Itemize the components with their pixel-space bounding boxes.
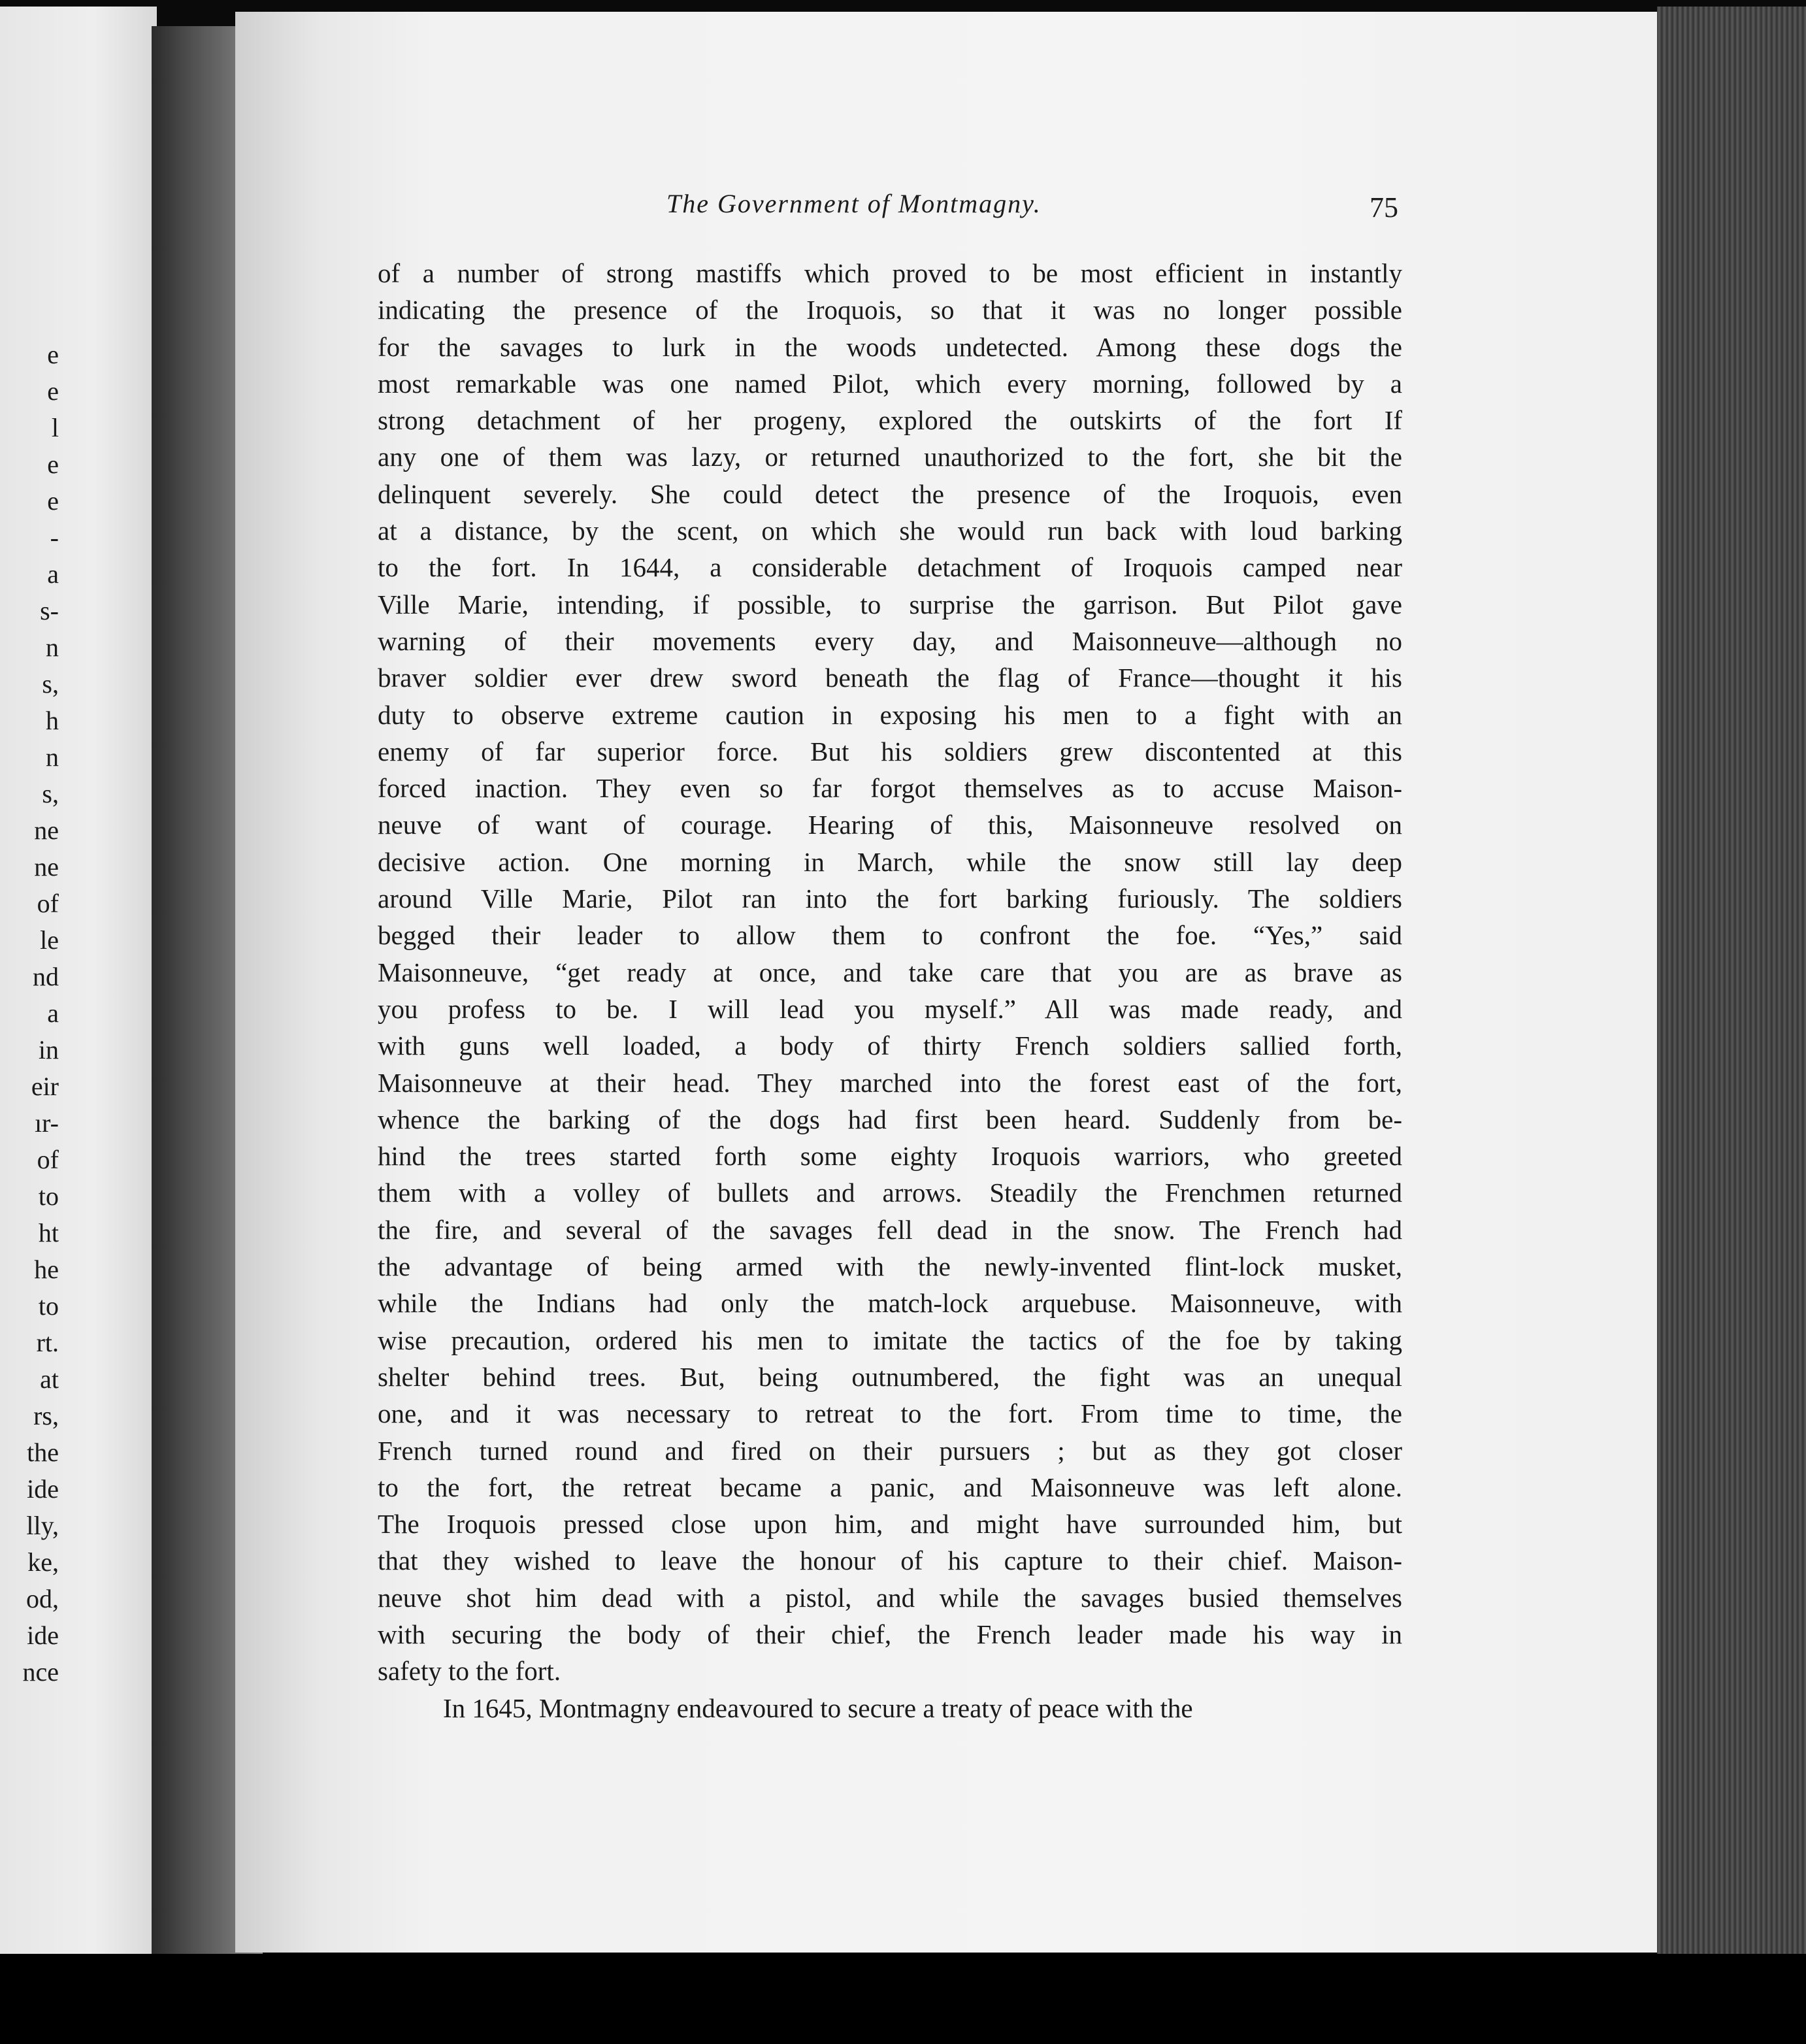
facing-page-fragment: ke,: [27, 1547, 59, 1577]
facing-page-fragment: od,: [26, 1584, 59, 1613]
facing-page-fragment: ide: [27, 1474, 59, 1504]
text-line: around Ville Marie, Pilot ran into the fort barking furiously. The soldiers: [378, 883, 1402, 914]
text-line: to the fort. In 1644, a considerable detachment of Iroquois camped near: [378, 552, 1402, 583]
text-line: while the Indians had only the match-lock arquebuse. Maisonneuve, with: [378, 1288, 1402, 1319]
facing-page-fragment: of: [37, 889, 59, 918]
text-line: hind the trees started forth some eighty Iroquois warriors, who greeted: [378, 1141, 1402, 1172]
text-line: whence the barking of the dogs had first been heard. Suddenly from be-: [378, 1104, 1402, 1134]
facing-page-fragment: ne: [34, 852, 59, 882]
text-line: In 1645, Montmagny endeavoured to secure a treaty of peace with the: [443, 1692, 1193, 1723]
facing-page-fragment: l: [51, 413, 59, 442]
facing-page-fragment: eir: [31, 1072, 59, 1101]
text-line: begged their leader to allow them to confront the foe. “Yes,” said: [378, 920, 1402, 951]
facing-page-fragment: he: [34, 1255, 59, 1284]
text-line: enemy of far superior force. But his soldiers grew discontented at this: [378, 736, 1402, 766]
text-line: that they wished to leave the honour of his capture to their chief. Maison-: [378, 1545, 1402, 1576]
text-line: them with a volley of bullets and arrows. Steadily the Frenchmen returned: [378, 1178, 1402, 1208]
text-line: Maisonneuve, “get ready at once, and take care that you are as brave as: [378, 957, 1402, 987]
text-line: the advantage of being armed with the newly-invented flint-lock musket,: [378, 1251, 1402, 1282]
facing-page-fragment: ne: [34, 816, 59, 845]
text-line: one, and it was necessary to retreat to the fort. From time to time, the: [378, 1398, 1402, 1429]
text-line: of a number of strong mastiffs which proved to be most efficient in instantly: [378, 258, 1402, 288]
facing-page-fragment: a: [47, 998, 59, 1028]
text-line: Maisonneuve at their head. They marched into the forest east of the fort,: [378, 1067, 1402, 1098]
text-line: neuve shot him dead with a pistol, and while the savages busied themselves: [378, 1582, 1402, 1613]
text-line: with securing the body of their chief, the French leader made his way in: [378, 1619, 1402, 1649]
facing-page-fragment: nce: [22, 1657, 59, 1687]
facing-page-fragment: e: [47, 450, 59, 479]
text-line: The Iroquois pressed close upon him, and might have surrounded him, but: [378, 1509, 1402, 1540]
page-number: 75: [1370, 191, 1398, 223]
text-line: strong detachment of her progeny, explored the outskirts of the fort If: [378, 405, 1402, 436]
facing-page-fragment: rs,: [33, 1401, 59, 1430]
facing-page-fragment: s,: [42, 779, 59, 808]
facing-page-fragment: nd: [33, 962, 59, 991]
text-line: delinquent severely. She could detect the presence of the Iroquois, even: [378, 478, 1402, 509]
text-line: the fire, and several of the savages fell dead in the snow. The French had: [378, 1214, 1402, 1245]
body-text: [378, 255, 1402, 1726]
facing-page-fragment: of: [37, 1145, 59, 1174]
text-line: most remarkable was one named Pilot, which every morning, followed by a: [378, 368, 1402, 399]
facing-page-fragment: to: [38, 1181, 59, 1211]
text-line: duty to observe extreme caution in exposing his men to a fight with an: [378, 699, 1402, 730]
text-line: indicating the presence of the Iroquois, so that it was no longer possible: [378, 295, 1402, 325]
facing-page-fragment: -: [50, 523, 59, 552]
text-line: with guns well loaded, a body of thirty French soldiers sallied forth,: [378, 1030, 1402, 1061]
facing-page-fragment: at: [40, 1364, 59, 1394]
facing-page-fragment: ide: [27, 1621, 59, 1650]
text-line: at a distance, by the scent, on which she would run back with loud barking: [378, 516, 1402, 546]
text-line: French turned round and fired on their pursuers ; but as they got closer: [378, 1435, 1402, 1466]
page-edges-stack: [1657, 7, 1806, 1967]
facing-page-left: [0, 7, 157, 1960]
text-line: forced inaction. They even so far forgot themselves as to accuse Maison-: [378, 773, 1402, 804]
text-line: decisive action. One morning in March, while the snow still lay deep: [378, 846, 1402, 877]
text-line: neuve of want of courage. Hearing of this, Maisonneuve resolved on: [378, 810, 1402, 840]
facing-page-fragment: n: [46, 633, 59, 662]
running-head: The Government of Montmagny.: [666, 189, 1042, 218]
facing-page-fragment: n: [46, 742, 59, 772]
facing-page-fragment: h: [46, 706, 59, 735]
facing-page-fragment: le: [40, 925, 59, 955]
text-line: you profess to be. I will lead you myself.” All was made ready, and: [378, 993, 1402, 1024]
facing-page-fragment: the: [27, 1438, 59, 1467]
facing-page-fragment: ht: [38, 1218, 59, 1247]
text-line: to the fort, the retreat became a panic, and Maisonneuve was left alone.: [378, 1472, 1402, 1502]
facing-page-fragment: e: [47, 486, 59, 516]
facing-page-fragment: s,: [42, 669, 59, 699]
text-line: wise precaution, ordered his men to imitate the tactics of the foe by taking: [378, 1325, 1402, 1355]
text-line: for the savages to lurk in the woods undetected. Among these dogs the: [378, 331, 1402, 362]
text-line: Ville Marie, intending, if possible, to surprise the garrison. But Pilot gave: [378, 589, 1402, 619]
text-line: safety to the fort.: [378, 1656, 561, 1687]
text-line: any one of them was lazy, or returned unauthorized to the fort, she bit the: [378, 442, 1402, 472]
facing-page-fragment: e: [47, 340, 59, 369]
scan-bottom-border: [0, 1954, 1806, 2044]
facing-page-fragment: e: [47, 376, 59, 406]
text-line: warning of their movements every day, and Maisonneuve—although no: [378, 625, 1402, 656]
text-line: shelter behind trees. But, being outnumbered, the fight was an unequal: [378, 1361, 1402, 1392]
facing-page-fragment: ır-: [35, 1108, 59, 1138]
facing-page-fragment: lly,: [26, 1511, 59, 1540]
text-line: braver soldier ever drew sword beneath the flag of France—thought it his: [378, 663, 1402, 693]
facing-page-fragment: to: [38, 1291, 59, 1321]
facing-page-fragment: rt.: [36, 1328, 59, 1357]
facing-page-fragment: a: [47, 559, 59, 589]
facing-page-fragment: s-: [40, 596, 59, 625]
facing-page-fragment: in: [38, 1035, 59, 1064]
facing-page-text-fragments: [0, 337, 59, 1690]
